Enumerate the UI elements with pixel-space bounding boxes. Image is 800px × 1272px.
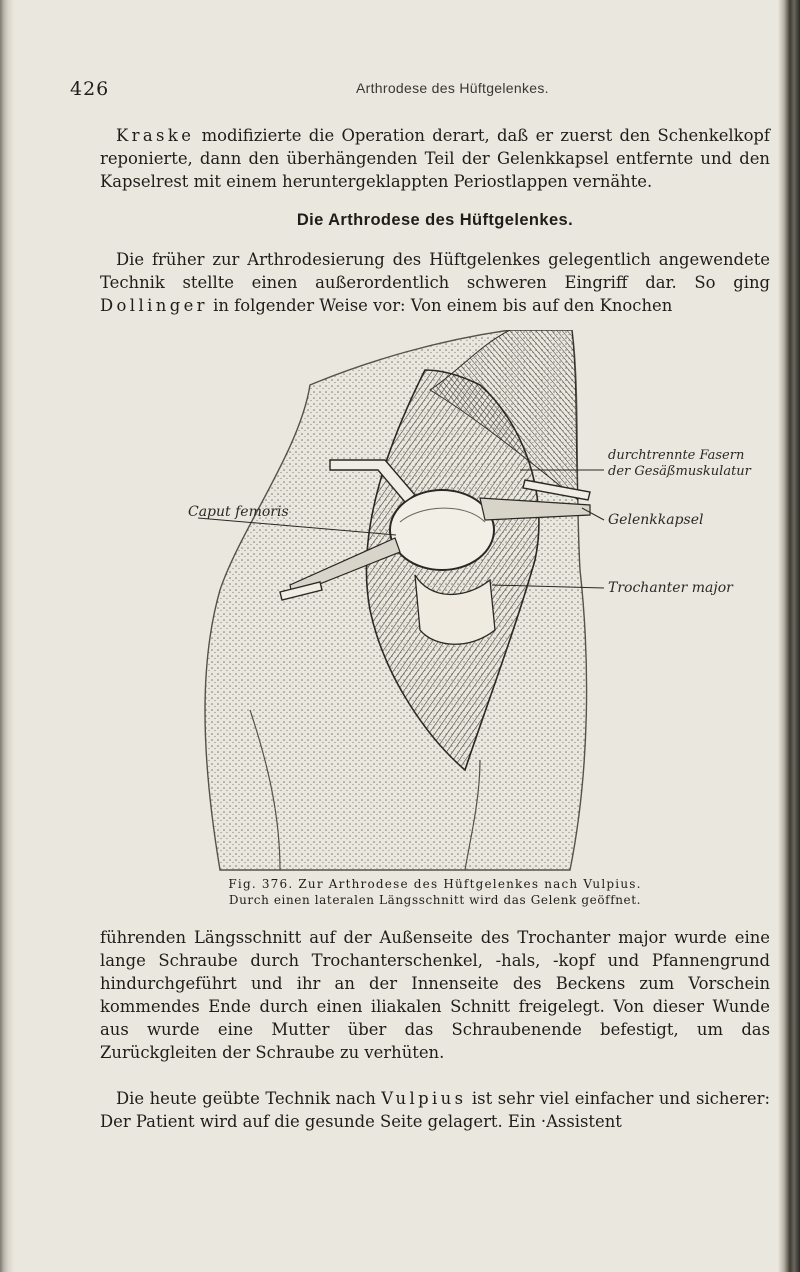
author-name-dollinger: Dollinger <box>100 296 208 315</box>
page-left-edge <box>0 0 14 1272</box>
paragraph-dollinger-text-after: in folgender Weise vor: Von einem bis auf den Knochen <box>207 296 673 315</box>
paragraph-vulpius <box>100 1087 770 1133</box>
paragraph-dollinger-text-before: Die früher zur Arthrodesierung des Hüftgelenkes gelegentlich angewendete Technik stellte einen außerordentlich schweren Eingriff dar. So ging <box>100 250 770 292</box>
paragraph-kraske-text: modifizierte die Operation derart, daß er zuerst den Schenkelkopf reponierte, dann den überhängenden Teil der Gelenkkapsel entfernte und den Kapselrest mit einem heruntergeklappten Periostlappen vernähte. <box>100 126 770 191</box>
paragraph-continued: führenden Längsschnitt auf der Außenseite des Trochanter major wurde eine lange Schraube durch Trochanterschenkel, -hals, -kopf und Pfannengrund hindurchgeführt und ihr an der Innenseite des Beckens zum Vorschein kommendes Ende durch einen iliakalen Schnitt freigelegt. Von dieser Wunde aus wurde eine Mutter über das Schraubenende befestigt, um das Zurückgleiten der Schraube zu verhüten. <box>100 928 770 1062</box>
running-head: Arthrodese des Hüftgelenkes. <box>356 80 549 96</box>
surgical-illustration <box>180 330 740 875</box>
figure-title: Zur Arthrodese des Hüftgelenkes nach Vulpius. <box>298 877 642 891</box>
figure-caption-line2: Durch einen lateralen Längsschnitt wird das Gelenk geöffnet. <box>228 893 642 907</box>
paragraph-kraske <box>100 124 770 193</box>
figure-caption-line1 <box>100 876 770 892</box>
book-spine-edge <box>778 0 800 1272</box>
page-number: 426 <box>70 78 110 100</box>
label-fasern-line1: durchtrennte Fasern <box>608 448 745 463</box>
author-name-vulpius: Vulpius <box>381 1089 467 1108</box>
page-header <box>70 78 750 102</box>
author-name-kraske: Kraske <box>116 126 195 145</box>
figure-376 <box>180 330 751 875</box>
label-gelenkkapsel: Gelenkkapsel <box>608 512 704 528</box>
paragraph-vulpius-text-after: ist sehr viel einfacher und sicherer: Der Patient wird auf die gesunde Seite gelagert. Ein ·Assistent <box>100 1089 770 1131</box>
label-caput-femoris: Caput femoris <box>188 504 289 520</box>
label-fasern-line2: der Gesäßmuskulatur <box>608 464 751 479</box>
figure-number: Fig. 376. <box>228 877 294 891</box>
paragraph-vulpius-text-before: Die heute geübte Technik nach <box>116 1089 382 1108</box>
label-trochanter-major: Trochanter major <box>608 580 733 596</box>
paragraph-dollinger <box>100 248 770 317</box>
section-title: Die Arthrodese des Hüftgelenkes. <box>296 211 574 229</box>
